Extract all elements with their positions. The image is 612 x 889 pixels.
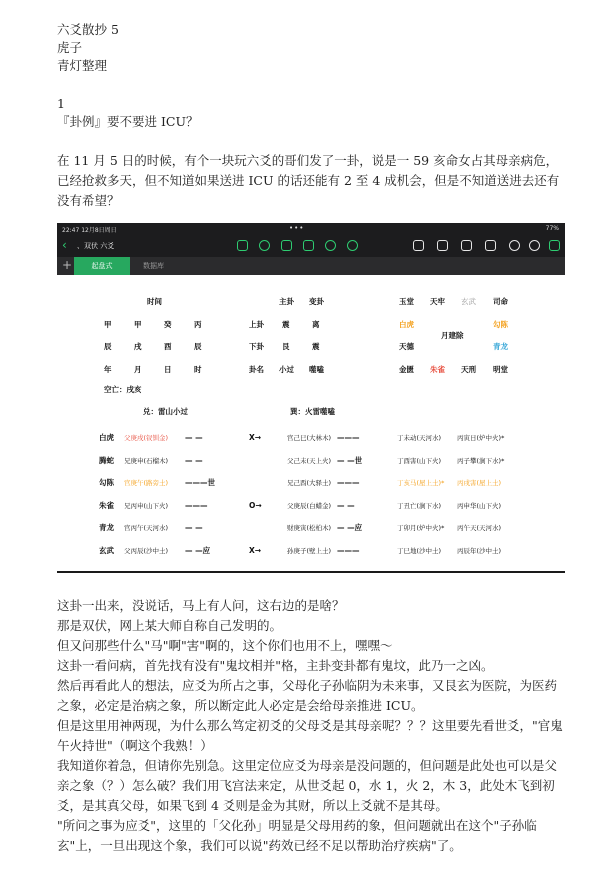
- yao-myao: — —: [337, 500, 355, 510]
- label-hour: 时: [194, 365, 202, 374]
- yao-mark: O→: [249, 500, 262, 510]
- status-bar: [57, 223, 565, 234]
- body-paragraph: 但是这里用神两现，为什么那么笃定初爻的父母爻是其母亲呢？？？这里要先看世爻，"官鬼午火持世"（啊这个我熟！）: [57, 718, 563, 753]
- label-guaming: 卦名: [249, 365, 264, 374]
- yao-mid: 父庚辰(白蜡金): [287, 501, 332, 510]
- yao-lyao: — —应: [185, 545, 211, 555]
- guaming-main: 小过: [279, 365, 294, 374]
- xiagua-main: 艮: [282, 342, 290, 351]
- god-mingtang: 明堂: [493, 365, 508, 374]
- yao-lyao: — —: [185, 455, 203, 465]
- doc-editor: 青灯整理: [57, 58, 108, 73]
- settings-icon[interactable]: [509, 240, 520, 251]
- label-xiagua: 下卦: [249, 342, 264, 351]
- yao-lyao: ———: [185, 500, 208, 510]
- god-tianxing: 天刑: [461, 365, 476, 374]
- clipboard-icon[interactable]: [437, 240, 448, 251]
- yao-left: 兄丙申(山下火): [124, 501, 169, 510]
- yao-god: 朱雀: [99, 500, 114, 510]
- god-tianlao: 天牢: [430, 297, 445, 306]
- label-month: 月: [134, 365, 142, 374]
- yao-r2: 丙寅日(炉中火)*: [457, 434, 505, 442]
- yao-mid: 官己巳(大林木): [287, 434, 332, 442]
- shanggua-bian: 离: [312, 320, 320, 329]
- yao-left: 父庚戌(钗钏金): [124, 434, 169, 442]
- status-dots: •••: [289, 224, 305, 232]
- gallery-icon[interactable]: [303, 240, 314, 251]
- god-goucheng: 勾陈: [493, 320, 508, 329]
- label-bian-gua: 变卦: [309, 297, 324, 306]
- gua-name-right: 巽：火雷噬嗑: [290, 407, 335, 416]
- yao-r1: 丁丑亡(涧下水): [397, 501, 442, 510]
- label-time: 时间: [147, 297, 162, 306]
- app-title: 、双伏 六爻: [77, 242, 115, 250]
- guaming-bian: 噬嗑: [309, 365, 324, 374]
- yao-mark: X→: [249, 433, 262, 442]
- god-tiande: 天德: [399, 342, 414, 351]
- section-heading: 『卦例』要不要进 ICU？: [57, 114, 199, 129]
- intro-paragraph: 在 11 月 5 日的时候，有个一块玩六爻的哥们发了一卦，说是一 59 亥命女占其母亲病危，已经抢救多天，但不知道如果送进 ICU 的话还能有 2 至 4 成机会，但是不知道送进去还有没有希望？: [57, 153, 560, 208]
- yao-r2: 丙午天(天河水): [457, 524, 502, 532]
- branch-hour: 辰: [194, 342, 202, 351]
- status-time: 22:47 12月8日周日: [62, 227, 117, 234]
- god-xuanwu: 玄武: [461, 297, 476, 306]
- body-paragraph: 这卦一出来，没说话，马上有人问，这右边的是啥？: [57, 598, 345, 613]
- yao-myao: ———: [337, 433, 360, 442]
- minus-icon[interactable]: [529, 240, 540, 251]
- stem-year: 甲: [104, 320, 112, 329]
- share-tag-icon[interactable]: [347, 240, 358, 251]
- stem-day: 癸: [164, 320, 172, 329]
- yao-god: 腾蛇: [99, 455, 114, 465]
- god-jinkui: 金匮: [399, 365, 414, 374]
- body-paragraph: 那是双伏，网上某大师自称自己发明的。: [57, 618, 283, 633]
- back-icon[interactable]: ‹: [62, 238, 67, 252]
- yao-god: 勾陈: [99, 478, 114, 487]
- section-number: 1: [57, 96, 65, 111]
- app-toolbar: [57, 234, 565, 257]
- yao-mid: 孙庚子(壁上土): [287, 546, 332, 555]
- yao-r1: 丁亥马(屋上土)*: [397, 479, 445, 487]
- doc-author: 虎子: [57, 40, 83, 55]
- label-shanggua: 上卦: [249, 320, 264, 329]
- table-icon[interactable]: [461, 240, 472, 251]
- yao-lyao: — —: [185, 523, 203, 532]
- stem-hour: 丙: [194, 320, 202, 329]
- god-yutang: 玉堂: [399, 297, 414, 306]
- tag-icon[interactable]: [325, 240, 336, 251]
- clock-icon[interactable]: [259, 240, 270, 251]
- battery-icon: [549, 240, 560, 251]
- tab-database[interactable]: 数据库: [143, 262, 164, 270]
- branch-day: 酉: [164, 342, 172, 351]
- body-paragraph: 这卦一看问病，首先找有没有"鬼坟相并"格，主卦变卦都有鬼坟，此乃一之凶。: [57, 658, 494, 673]
- yao-r1: 丁未动(天河水): [397, 434, 442, 442]
- stem-month: 甲: [134, 320, 142, 329]
- yao-myao: ———: [337, 545, 360, 555]
- yao-mid: 财庚寅(松柏木): [287, 524, 332, 532]
- yao-left: 父丙辰(沙中土): [124, 546, 169, 555]
- yao-r2: 丙子攀(涧下水)*: [457, 456, 505, 465]
- god-zhuque: 朱雀: [430, 365, 445, 374]
- yao-god: 青龙: [99, 523, 114, 532]
- yao-r1: 丁卯月(炉中火)*: [397, 524, 445, 532]
- god-qinglong: 青龙: [493, 342, 508, 351]
- body-paragraph: 然后再看此人的想法，应爻为所占之事，父母化子孙临阴为未来事，又艮玄为医院，为医药之象，必定是治病之象，所以断定此人必定是会给母亲推进 ICU。: [57, 678, 558, 713]
- yao-left: 兄庚申(石榴木): [124, 456, 169, 465]
- yao-god: 玄武: [99, 545, 114, 555]
- shanggua-main: 震: [282, 320, 290, 329]
- yao-r2: 丙申华(山下火): [457, 501, 502, 510]
- yao-god: 白虎: [99, 433, 114, 442]
- yao-myao: — —应: [337, 523, 363, 532]
- image-icon[interactable]: [281, 240, 292, 251]
- label-yuejian: 月建除: [441, 331, 464, 340]
- yao-myao: — —世: [337, 455, 363, 465]
- label-main-gua: 主卦: [279, 297, 294, 306]
- body-paragraph: "所问之事为应爻"，这里的「父化孙」明显是父母用药的象，但问题就出在这个"子孙临玄"上，一旦出现这个象，我们可以说"药效已经不足以帮助治疗疾病"了。: [57, 818, 537, 853]
- label-day: 日: [164, 365, 172, 374]
- branch-month: 戌: [134, 342, 142, 351]
- yao-lyao: ———世: [185, 478, 215, 487]
- tab-bar: [57, 257, 565, 275]
- xiagua-bian: 震: [312, 342, 320, 351]
- yao-myao: ———: [337, 478, 360, 487]
- yao-mark: X→: [249, 545, 262, 555]
- tab-qipan[interactable]: 起盘式: [74, 257, 130, 275]
- yao-mid: 父己未(天上火): [287, 456, 332, 465]
- god-baihu: 白虎: [399, 320, 414, 329]
- embedded-screenshot: [57, 223, 565, 573]
- branch-year: 辰: [104, 342, 112, 351]
- yao-r2: 丙辰年(沙中土): [457, 546, 502, 555]
- gua-name-left: 兑：雷山小过: [143, 407, 188, 416]
- body-paragraph: 我知道你着急，但请你先别急。这里定位应爻为母亲是没问题的，但问题是此处也可以是父亲之象（？）怎么破？我们用飞宫法来定，从世爻起 0，水 1，火 2，木 3，此处木飞到初爻，是其真父母，如果飞到 4 爻则是金为其财，所以上爻就不是其母。: [57, 758, 558, 813]
- body-paragraph: 但又问那些什么"马"啊"害"啊的，这个你们也用不上，嘿嘿～: [57, 638, 393, 653]
- yao-r1: 丁酉害(山下火): [397, 456, 442, 465]
- add-tab-button[interactable]: +: [62, 258, 73, 272]
- label-year: 年: [104, 365, 112, 374]
- yao-left: 官丙午(天河水): [124, 524, 169, 532]
- god-siming: 司命: [493, 297, 508, 306]
- brush-icon[interactable]: [485, 240, 496, 251]
- kongwang: 空亡：戌亥: [104, 385, 142, 394]
- yao-mid: 兄己酉(大驿土): [287, 479, 332, 487]
- grid-icon[interactable]: [237, 240, 248, 251]
- yao-left: 官庚午(路旁土): [124, 479, 169, 487]
- battery-level: 77%: [545, 225, 559, 232]
- yao-lyao: — —: [185, 433, 203, 442]
- yao-r2: 丙戌害(屋上土): [457, 479, 502, 487]
- yao-r1: 丁巳地(沙中土): [397, 546, 442, 555]
- doc-title: 六爻散抄 5: [57, 22, 119, 37]
- upload-icon[interactable]: [413, 240, 424, 251]
